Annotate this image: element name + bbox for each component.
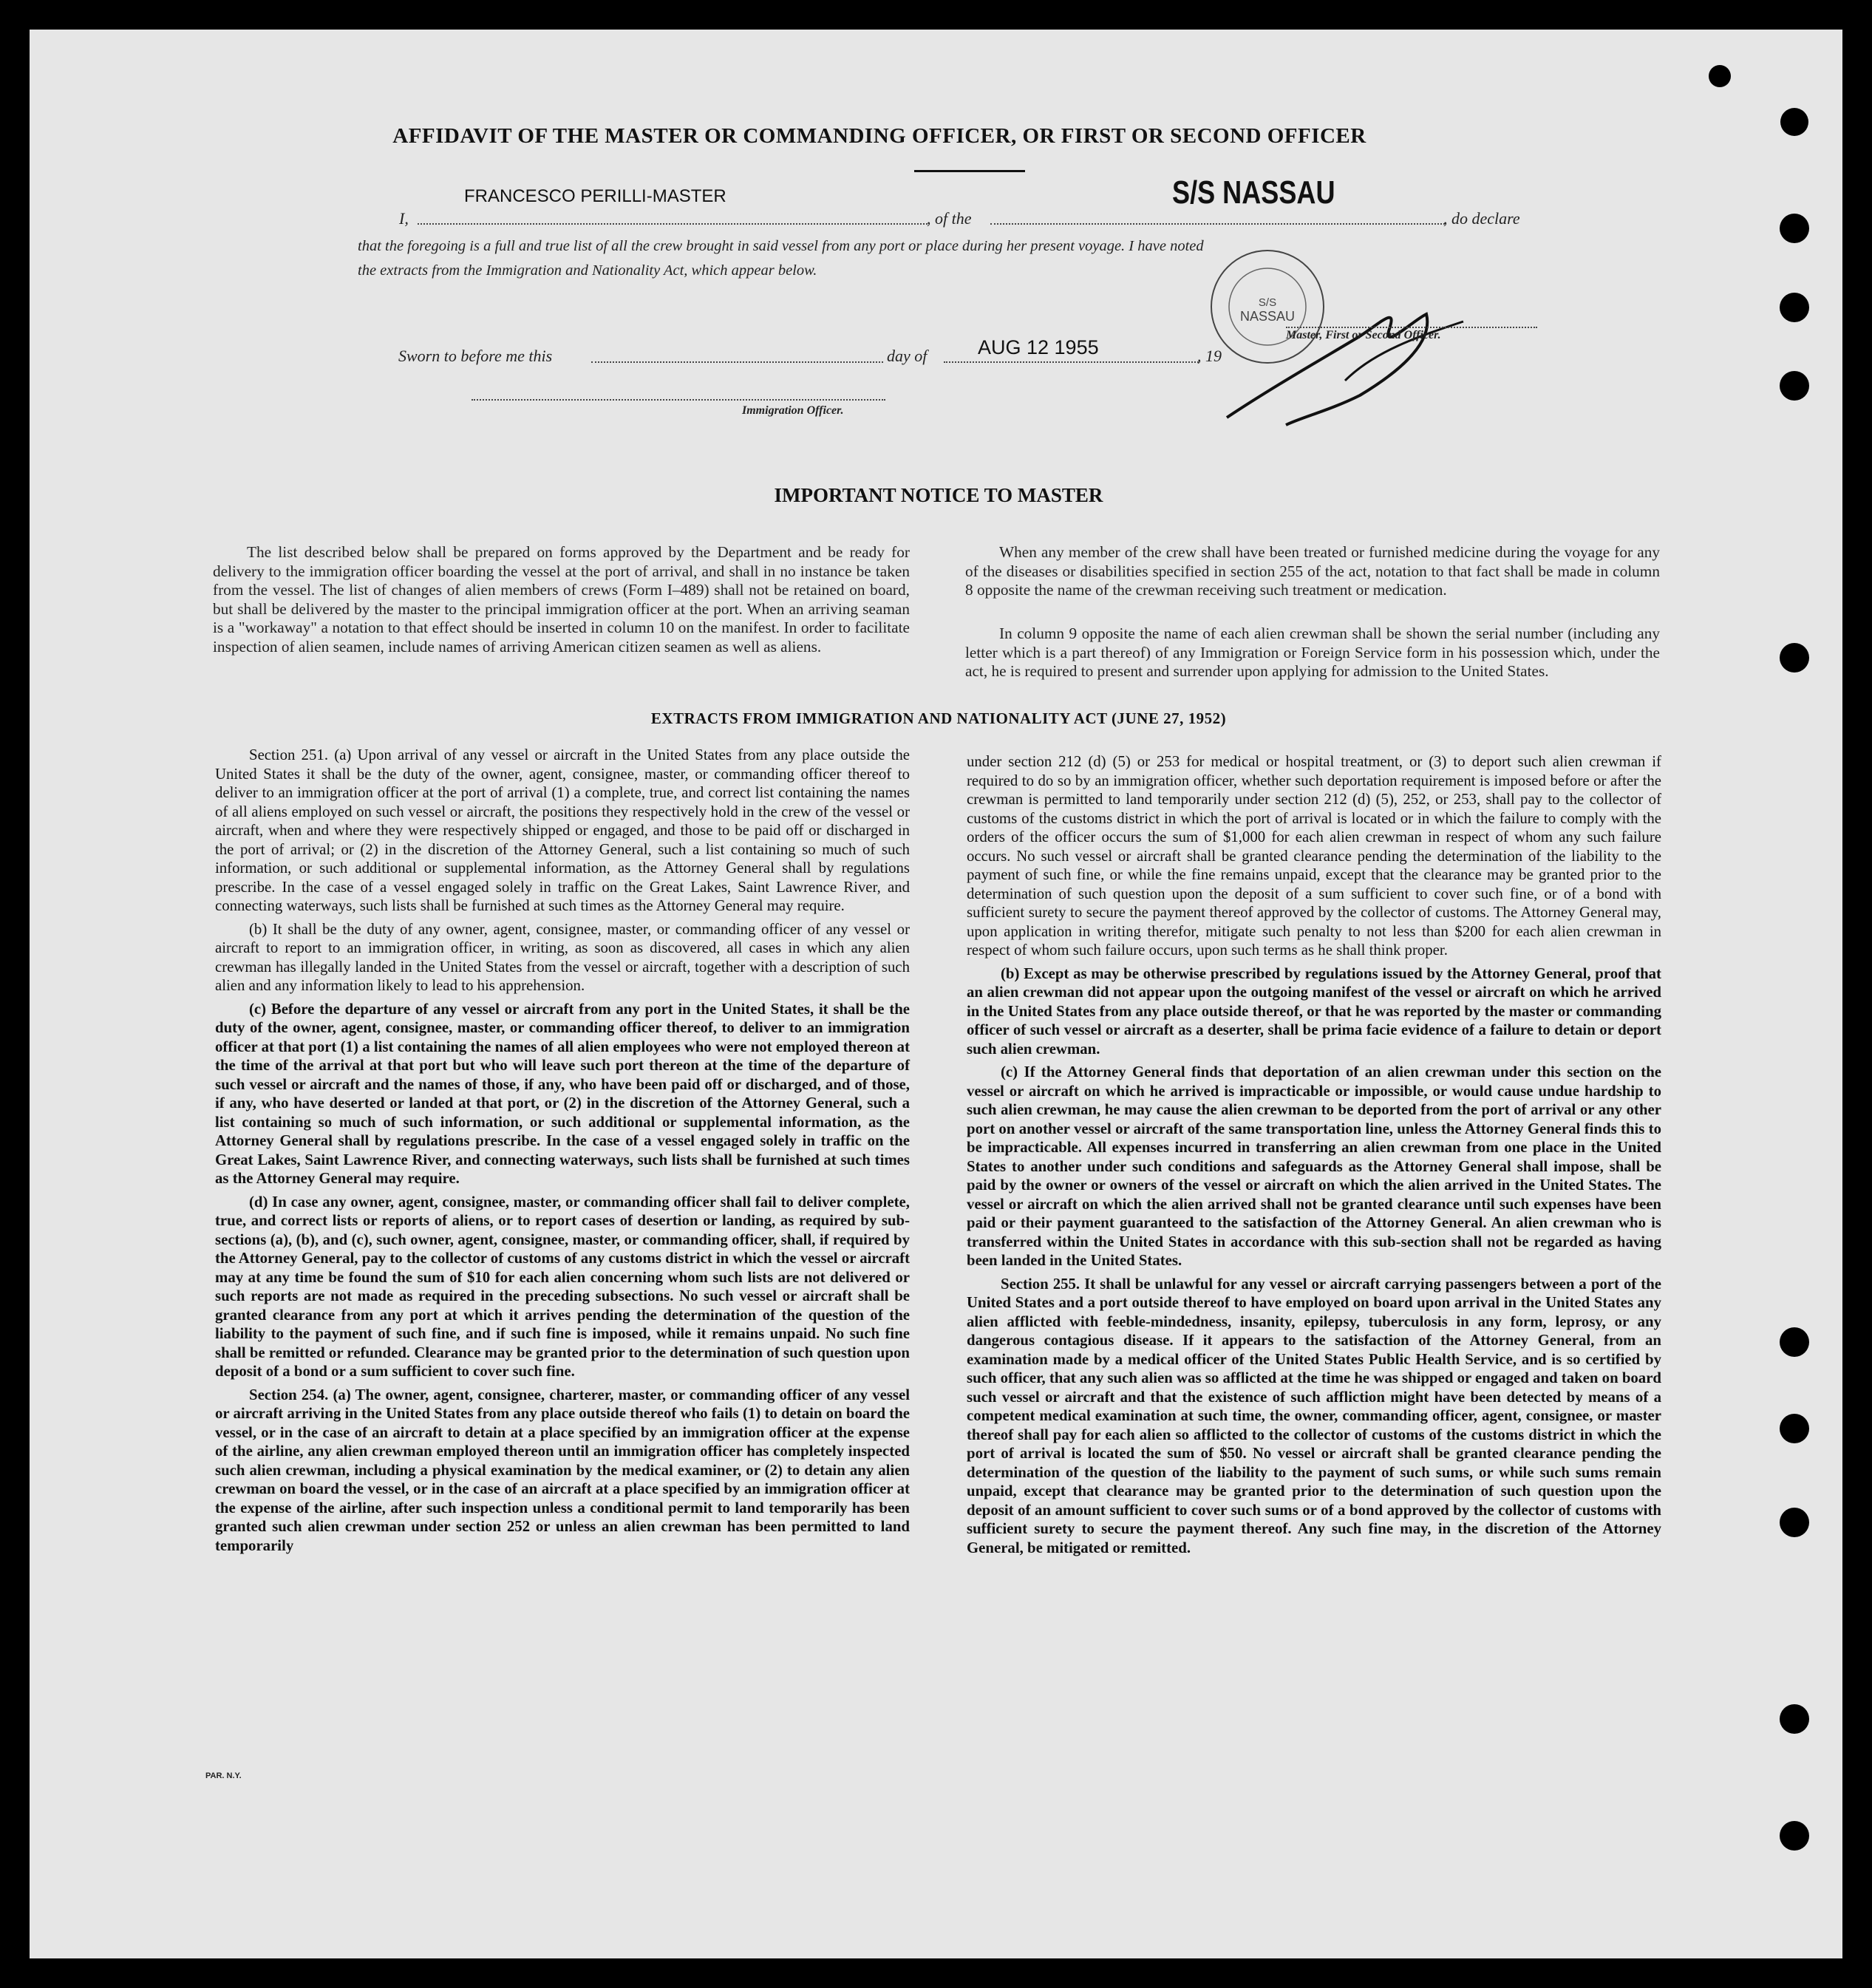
year-prefix: , 19 [1197, 347, 1222, 365]
section-254-a: Section 254. (a) The owner, agent, consignee, charterer, master, or commanding officer of any vessel or aircraft arriving in the United States from any place outside thereof who fails (1) to detain on board the vessel, or in the case of an aircraft to detain at a place specified by an immigration officer at the expense of the airline, any alien crewman employed thereon until an immigration officer has completely inspected such alien crewman, including a physical examination by the medical examiner, or (2) to detain any alien crewman on board the vessel, or in the case of an aircraft at a place specified by an immigration officer at the expense of the airline, after such inspection unless a conditional permit to land temporarily has been granted such alien crewman under section 252 or unless an alien crewman has been permitted to land temporarily [215, 1386, 910, 1554]
notice-left-paragraph: The list described below shall be prepared on forms approved by the Department and be ready for delivery to the immigration officer boarding the vessel at the port of arrival, and shall in no instance be taken from the vessel. The list of changes of alien members of crews (Form I–489) shall not be retained on board, but shall be delivered by the master to the principal immigration officer at the port. When an arriving seaman is a "workaway" a notation to that effect should be inserted in column 10 on the manifest. In order to facilitate inspection of alien seamen, include names of arriving American citizen seamen as well as aliens. [213, 543, 910, 656]
do-declare-label: , do declare [1443, 209, 1520, 228]
extracts-right-column [967, 752, 1661, 1562]
seal-center-bottom: NASSAU [1239, 309, 1296, 324]
binder-hole [1780, 1704, 1809, 1734]
section-251-d: (d) In case any owner, agent, consignee, master, or commanding officer shall fail to deliver complete, true, and correct lists or reports of aliens, or to report cases of desertion or landing, as required by sub-sections (a), (b), and (c), such owner, agent, consignee, master, or commanding officer, shall, if required by the Attorney General, pay to the collector of customs of any customs district in which the vessel or aircraft may at any time be found the sum of $10 for each alien concerning whom such lists are not delivered or such reports are not made as required in the preceding subsections. No such vessel or aircraft shall be granted clearance from any port at which it arrives pending the determination of the question of the liability to the payment of such fine, and if such fine is imposed, while it remains unpaid. No such fine shall be remitted or refunded. Clearance may be granted prior to the determination of such question upon deposit of a bond or a sum sufficient to cover such fine. [215, 1193, 910, 1380]
signature-title: Master, First or Second Officer. [1286, 329, 1441, 341]
title-divider [914, 170, 1025, 172]
binder-hole [1780, 293, 1809, 322]
binder-hole [1780, 214, 1809, 243]
extracts-title: EXTRACTS FROM IMMIGRATION AND NATIONALITY ACT (JUNE 27, 1952) [650, 709, 1227, 727]
section-251-a: Section 251. (a) Upon arrival of any vessel or aircraft in the United States from any place outside the United States it shall be the duty of the owner, agent, consignee, master, or commanding officer thereof to deliver to an immigration officer at the port of arrival (1) a complete, true, and correct list containing the names of all aliens employed on such vessel or aircraft, the positions they respectively hold in the crew of the vessel or aircraft, when and where they were respectively shipped or engaged, and those to be paid off or discharged in the port of arrival; or (2) in the discretion of the Attorney General, such a list containing so much of such information, or such additional or supplemental information, as the Attorney General shall by regulations prescribe. In the case of a vessel engaged solely in traffic on the Great Lakes, Saint Lawrence River, and connecting waterways, such lists shall be furnished at such times as the Attorney General may require. [215, 746, 910, 914]
master-name-line [418, 223, 928, 225]
notice-title: IMPORTANT NOTICE TO MASTER [774, 484, 1103, 506]
declaration-line-2: the extracts from the Immigration and Nationality Act, which appear below. [358, 262, 817, 279]
affidavit-title: AFFIDAVIT OF THE MASTER OR COMMANDING OFFICER, OR FIRST OR SECOND OFFICER [392, 124, 1366, 148]
document-page [30, 30, 1842, 1958]
sworn-date-line [591, 361, 883, 363]
declaration-line-1: that the foregoing is a full and true list of all the crew brought in said vessel from any port or place during her present voyage. I have noted [358, 238, 1204, 254]
seal-center-top: S/S [1258, 296, 1277, 309]
of-the-label: , of the [927, 209, 972, 228]
master-name: FRANCESCO PERILLI-MASTER [464, 186, 726, 206]
immigration-officer-label: Immigration Officer. [742, 404, 844, 417]
section-254-b: (b) Except as may be otherwise prescribed by regulations issued by the Attorney General, proof that an alien crewman did not appear upon the outgoing manifest of the vessel or aircraft on which he arrived in the United States from any place outside thereof, or that he was reported by the master or commanding officer of such vessel or aircraft as a deserter, shall be prima facie evidence of a failure to detain or deport such alien crewman. [967, 964, 1661, 1058]
vessel-name: S/S NASSAU [1172, 174, 1335, 211]
notice-right-paragraph-2: In column 9 opposite the name of each alien crewman shall be shown the serial number (including any letter which is a part thereof) of any Immigration or Foreign Service form in his possession which, under the act, he is required to present and surrender upon applying for admission to the United States. [965, 624, 1660, 680]
immigration-officer-line [472, 399, 885, 401]
binder-hole [1780, 643, 1809, 673]
section-255: Section 255. It shall be unlawful for any vessel or aircraft carrying passengers between a port of the United States and a port outside thereof to have employed on board upon arrival in the United States any alien afflicted with feeble-mindedness, insanity, epilepsy, tuberculosis in any form, leprosy, or any dangerous contagious disease. If it appears to the satisfaction of the Attorney General, from an examination made by a medical officer of the United States Public Health Service, and is so certified by such officer, that any such alien was so afflicted at the time he was shipped or engaged and taken on board such vessel or aircraft and that the existence of such affliction might have been detected by means of a competent medical examination at such time, the owner, commanding officer, agent, consignee, or master thereof shall pay for each alien so afflicted to the collector of customs of the customs district in which the port of arrival is located the sum of $50. No vessel or aircraft shall be granted clearance pending the determination of the question of the liability to the payment of such sums, or while such sums remain unpaid, except that clearance may be granted prior to the determination of such question upon the deposit of an amount sufficient to cover such sums or of a bond approved by the collector of customs with sufficient surety to secure the payment thereof. Any such fine may, in the discretion of the Attorney General, be mitigated or remitted. [967, 1275, 1661, 1556]
binder-hole [1709, 65, 1731, 87]
notice-right-paragraph-1: When any member of the crew shall have been treated or furnished medicine during the voyage for any of the diseases or disabilities specified in section 255 of the act, notation to that fact shall be made in column 8 opposite the name of the crewman receiving such treatment or medication. [965, 543, 1660, 599]
section-251-b: (b) It shall be the duty of any owner, agent, consignee, master, or commanding officer of any vessel or aircraft to report to an immigration officer, in writing, as soon as discovered, all cases in which any alien crewman has illegally landed in the United States from the vessel or aircraft, together with a description of such alien and any information likely to lead to his apprehension. [215, 920, 910, 994]
extracts-left-column [215, 746, 910, 1559]
section-254-c: (c) If the Attorney General finds that deportation of an alien crewman under this section on the vessel or aircraft on which he arrived is impracticable or impossible, or would cause undue hardship to such alien crewman, he may cause the alien crewman to be deported from the port of arrival or any other port on another vessel or aircraft of the same transportation line, unless the Attorney General finds this to be impracticable. All expenses incurred in transferring an alien crewman from one place in the United States to another under such conditions and safeguards as the Attorney General shall impose, shall be paid by the owner or owners of the vessel or aircraft on which the alien arrived in the United States. The vessel or aircraft on which the alien arrived shall not be granted clearance until such expenses have been paid or their payment guaranteed to the satisfaction of the Attorney General. An alien crewman who is transferred within the United States in accordance with this sub-section shall not be regarded as having been landed in the United States. [967, 1063, 1661, 1269]
month-line [944, 361, 1199, 363]
vessel-name-line [990, 223, 1445, 225]
signature-line [1286, 327, 1537, 328]
binder-hole [1780, 1508, 1809, 1537]
date-stamp: AUG 12 1955 [978, 336, 1099, 358]
section-251-c: (c) Before the departure of any vessel or aircraft from any port in the United States, it shall be the duty of the owner, agent, consignee, master, or commanding officer thereof, to deliver to an immigration officer at that port (1) a list containing the names of all alien employees who were not employed thereon at the time of the arrival at that port but who will leave such port thereon at the time of the departure of such vessel or aircraft and the names of those, if any, who have been paid off or discharged, and of those, if any, who have deserted or landed at that port, or (2) in the discretion of the Attorney General, such a list containing so much of such information, or such additional or supplemental information, as the Attorney General shall by regulations prescribe. In the case of a vessel engaged solely in traffic on the Great Lakes, Saint Lawrence River, and connecting waterways, such lists shall be furnished at such times as the Attorney General may require. [215, 1000, 910, 1187]
printer-mark: PAR. N.Y. [205, 1771, 242, 1780]
binder-hole [1780, 1414, 1809, 1443]
section-254-a-continued: under section 212 (d) (5) or 253 for medical or hospital treatment, or (3) to deport such alien crewman if required to do so by an immigration officer, whether such deportation requirement is imposed before or after the crewman is permitted to land temporarily under section 212 (d) (5), 252, or 253, shall pay to the collector of customs of the customs district in which the port of arrival is located or in which the failure to comply with the orders of the officer occurs the sum of $1,000 for each alien crewman in respect of whom any such failure occurs. No such vessel or aircraft shall be granted clearance pending the determination of the liability to the payment of such fine, or while the fine remains unpaid, except that the clearance may be granted prior to the determination of such question upon the deposit of a sum sufficient to cover such fine, or of a bond with sufficient surety to secure the payment thereof approved by the collector of customs. The Attorney General may, upon application in writing therefor, mitigate such penalty to not less than $200 for each alien crewman in respect of whom such failure occurs, upon such terms as he shall think proper. [967, 753, 1661, 959]
day-of-label: day of [887, 347, 928, 365]
master-signature [1212, 292, 1478, 432]
binder-hole [1780, 371, 1809, 401]
sworn-label: Sworn to before me this [398, 347, 553, 365]
binder-hole [1780, 1821, 1809, 1851]
prefix-i: I, [399, 209, 409, 228]
binder-hole [1780, 108, 1808, 136]
binder-hole [1780, 1327, 1809, 1357]
